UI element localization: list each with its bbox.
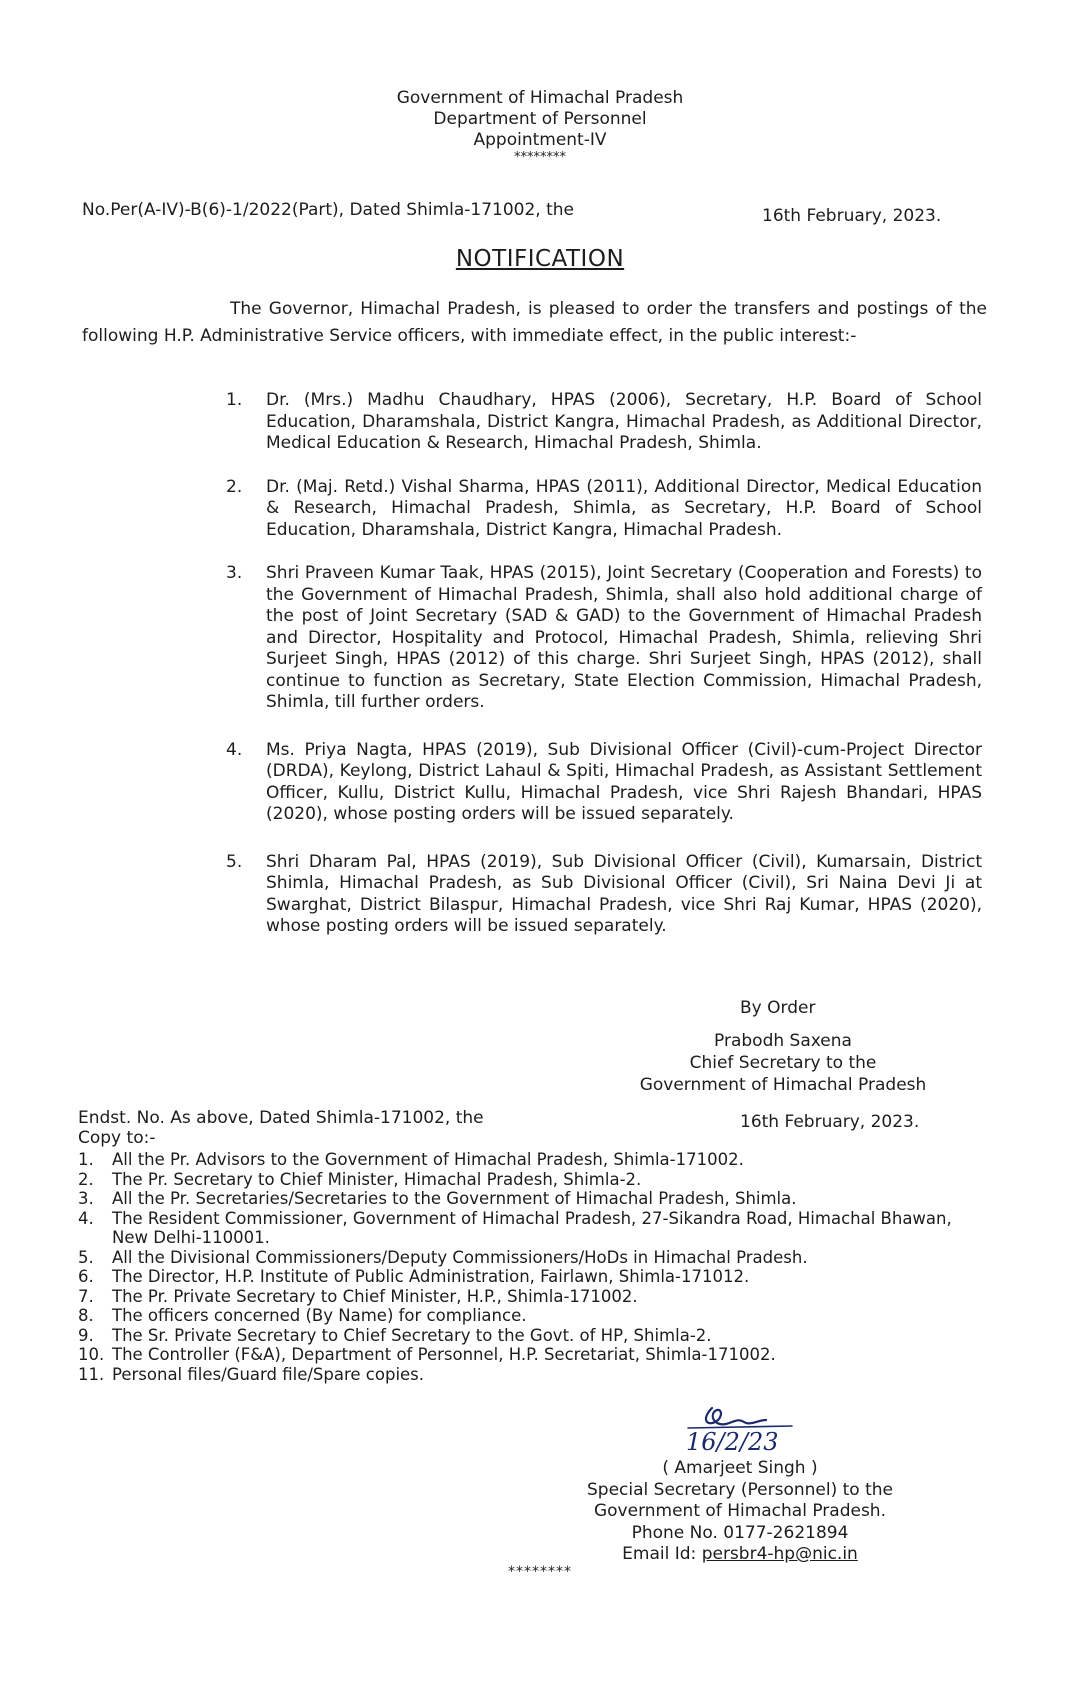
- copy-number: 5.: [78, 1247, 94, 1267]
- order-text: Dr. (Maj. Retd.) Vishal Sharma, HPAS (2011), Additional Director, Medical Education & Research, Himachal Pradesh, Shimla, as Secretary, H.P. Board of School Education, Dharamshala, District Kangra, Himachal Pradesh.: [266, 476, 982, 540]
- copy-text: The Director, H.P. Institute of Public Administration, Fairlawn, Shimla-171012.: [112, 1267, 750, 1286]
- letterhead-department: Department of Personnel: [433, 109, 647, 129]
- copy-number: 7.: [78, 1286, 94, 1306]
- signer-name: ( Amarjeet Singh ): [662, 1458, 818, 1478]
- endorsement-date: 16th February, 2023.: [740, 1112, 920, 1132]
- signatory-designation: Chief Secretary to the: [689, 1053, 877, 1073]
- order-text: Ms. Priya Nagta, HPAS (2019), Sub Divisional Officer (Civil)-cum-Project Director (DRDA), Keylong, District Lahaul & Spiti, Himachal Pradesh, as Assistant Settlement Officer, Kullu, District Kullu, Himachal Pradesh, vice Shri Rajesh Bhandari, HPAS (2020), whose posting orders will be issued separately.: [266, 739, 982, 824]
- copy-text: All the Pr. Advisors to the Government of Himachal Pradesh, Shimla-171002.: [112, 1150, 744, 1169]
- signer-email-line: [570, 1544, 910, 1566]
- copy-number: 1.: [78, 1150, 94, 1169]
- reference-date: 16th February, 2023.: [762, 206, 942, 226]
- copy-text: The Sr. Private Secretary to Chief Secretary to the Govt. of HP, Shimla-2.: [112, 1325, 712, 1345]
- copy-text: The Pr. Private Secretary to Chief Minister, H.P., Shimla-171002.: [112, 1286, 638, 1306]
- copy-item: [78, 1189, 978, 1209]
- signatory-government: Government of Himachal Pradesh: [639, 1075, 927, 1095]
- copy-item: [78, 1306, 978, 1326]
- order-text: Shri Praveen Kumar Taak, HPAS (2015), Joint Secretary (Cooperation and Forests) to the Government of Himachal Pradesh, Shimla, shall also hold additional charge of the post of Joint Secretary (SAD & GAD) to the Government of Himachal Pradesh and Director, Hospitality and Protocol, Himachal Pradesh, Shimla, relieving Shri Surjeet Singh, HPAS (2012) of this charge. Shri Surjeet Singh, HPAS (2012), shall continue to function as Secretary, State Election Commission, Himachal Pradesh, Shimla, till further orders.: [266, 563, 982, 712]
- copy-number: 4.: [78, 1208, 94, 1228]
- letterhead-stars: ********: [514, 150, 566, 165]
- orders-list: [222, 390, 982, 960]
- order-number: 3.: [226, 563, 243, 583]
- reference-number: No.Per(A-IV)-B(6)-1/2022(Part), Dated Shimla-171002, the: [82, 200, 575, 220]
- copy-item: [78, 1150, 978, 1170]
- copy-text: All the Divisional Commissioners/Deputy Commissioners/HoDs in Himachal Pradesh.: [112, 1247, 808, 1267]
- copy-item: [78, 1267, 978, 1287]
- copy-number: 3.: [78, 1189, 94, 1208]
- letterhead: [0, 88, 1080, 165]
- order-item: [222, 740, 982, 826]
- copy-text: The Resident Commissioner, Government of Himachal Pradesh, 27-Sikandra Road, Himachal Bhawan, New Delhi-110001.: [112, 1208, 952, 1247]
- email-label: Email Id:: [622, 1544, 702, 1564]
- order-number: 5.: [226, 851, 243, 872]
- order-text: Dr. (Mrs.) Madhu Chaudhary, HPAS (2006), Secretary, H.P. Board of School Education, Dharamshala, District Kangra, Himachal Pradesh, as Additional Director, Medical Education & Research, Himachal Pradesh, Shimla.: [266, 390, 982, 453]
- copy-text: The Pr. Secretary to Chief Minister, Himachal Pradesh, Shimla-2.: [112, 1169, 642, 1189]
- copy-text: The Controller (F&A), Department of Personnel, H.P. Secretariat, Shimla-171002.: [112, 1345, 776, 1364]
- reference-line: [82, 200, 952, 226]
- page-title: NOTIFICATION: [455, 246, 625, 272]
- copy-item: [78, 1326, 978, 1346]
- special-secretary-block: [570, 1458, 910, 1566]
- signer-government: Government of Himachal Pradesh.: [593, 1501, 886, 1521]
- copy-number: 8.: [78, 1306, 94, 1325]
- copy-text: Personal files/Guard file/Spare copies.: [112, 1364, 425, 1384]
- endorsement-line: [78, 1108, 948, 1132]
- copy-number: 6.: [78, 1267, 94, 1286]
- order-item: [222, 563, 982, 714]
- signer-designation: Special Secretary (Personnel) to the: [587, 1479, 893, 1500]
- copy-number: 2.: [78, 1169, 94, 1189]
- footer-stars: ********: [508, 1564, 572, 1580]
- signer-phone: Phone No. 0177-2621894: [631, 1522, 849, 1543]
- order-item: [222, 477, 982, 542]
- order-number: 1.: [226, 390, 243, 410]
- copy-item: [78, 1248, 978, 1268]
- order-item: [222, 390, 982, 455]
- order-item: [222, 852, 982, 938]
- copy-item: [78, 1345, 978, 1365]
- copy-item: [78, 1287, 978, 1307]
- intro-paragraph: The Governor, Himachal Pradesh, is pleased to order the transfers and postings of the following H.P. Administrative Service officers, with immediate effect, in the public interest:-: [82, 299, 987, 346]
- order-text: Shri Dharam Pal, HPAS (2019), Sub Divisional Officer (Civil), Kumarsain, District Shimla, Himachal Pradesh, as Sub Divisional Officer (Civil), Sri Naina Devi Ji at Swarghat, District Bilaspur, Himachal Pradesh, vice Shri Raj Kumar, HPAS (2020), whose posting orders will be issued separately.: [266, 851, 982, 936]
- copy-item: [78, 1365, 978, 1385]
- copy-number: 10.: [78, 1345, 105, 1364]
- chief-secretary-block: [628, 1030, 938, 1096]
- order-number: 4.: [226, 739, 243, 760]
- endorsement-number: Endst. No. As above, Dated Shimla-171002, the: [78, 1108, 484, 1128]
- copy-number: 11.: [78, 1364, 105, 1384]
- copy-item: [78, 1170, 978, 1190]
- copy-to-label: Copy to:-: [78, 1128, 156, 1148]
- copy-text: All the Pr. Secretaries/Secretaries to the Government of Himachal Pradesh, Shimla.: [112, 1189, 797, 1208]
- by-order-label: By Order: [740, 998, 816, 1018]
- copy-number: 9.: [78, 1325, 94, 1345]
- handwritten-date: 16/2/23: [686, 1428, 779, 1456]
- order-number: 2.: [226, 476, 243, 497]
- letterhead-government: Government of Himachal Pradesh: [396, 88, 684, 108]
- letterhead-section: Appointment-IV: [473, 130, 607, 150]
- copy-list: [78, 1150, 978, 1384]
- signatory-name: Prabodh Saxena: [714, 1031, 852, 1051]
- copy-item: [78, 1209, 978, 1248]
- email-link[interactable]: persbr4-hp@nic.in: [701, 1544, 858, 1564]
- copy-text: The officers concerned (By Name) for compliance.: [112, 1306, 527, 1325]
